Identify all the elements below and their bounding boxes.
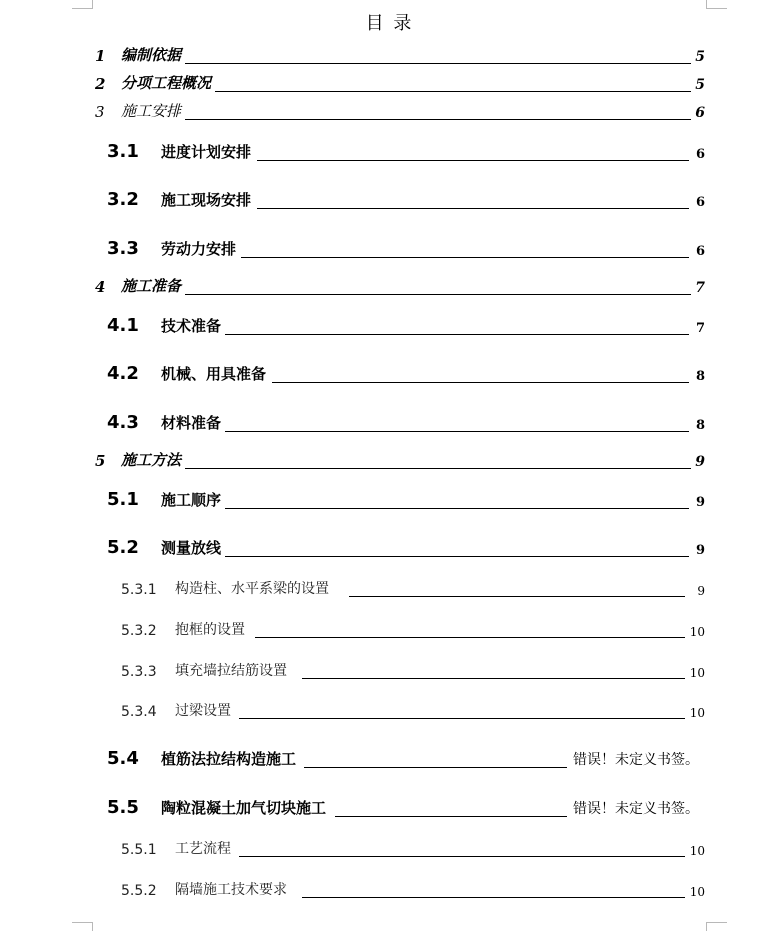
toc-label: 工艺流程: [175, 841, 231, 857]
toc-entry-5-1[interactable]: [0, 488, 779, 512]
toc-number: 3.2: [107, 189, 139, 210]
toc-entry-5[interactable]: [0, 448, 779, 472]
toc-page: 6: [695, 105, 705, 121]
toc-number: 5.3.4: [121, 704, 157, 720]
toc-number: 4.1: [107, 315, 139, 336]
toc-page-error: 错误！未定义书签。: [573, 752, 699, 768]
toc-number: 2: [95, 75, 106, 93]
toc-entry-5-4[interactable]: [0, 747, 779, 771]
toc-leader: [349, 596, 685, 597]
toc-page: 9: [695, 495, 705, 510]
toc-number: 5.5.2: [121, 883, 157, 899]
toc-entry-5-3-4[interactable]: [0, 698, 779, 722]
toc-leader: [257, 208, 689, 209]
toc-leader: [225, 556, 689, 557]
toc-number: 3: [95, 103, 105, 121]
toc-entry-3-1[interactable]: [0, 140, 779, 164]
toc-label: 填充墙拉结筋设置: [175, 663, 287, 679]
toc-number: 5.5.1: [121, 842, 157, 858]
toc-entry-3[interactable]: [0, 99, 779, 123]
toc-label: 劳动力安排: [161, 240, 237, 258]
toc-leader: [215, 91, 691, 92]
toc-number: 5.5: [107, 797, 139, 818]
toc-entry-5-3-3[interactable]: [0, 658, 779, 682]
toc-leader: [302, 897, 685, 898]
toc-label: 施工安排: [121, 102, 182, 120]
toc-label: 编制依据: [121, 46, 182, 64]
toc-leader: [335, 816, 567, 817]
toc-label: 陶粒混凝土加气切块施工: [161, 799, 327, 817]
toc-leader: [257, 160, 689, 161]
toc-entry-5-5[interactable]: [0, 796, 779, 820]
toc-leader: [185, 119, 691, 120]
toc-label: 植筋法拉结构造施工: [161, 750, 297, 768]
toc-leader: [225, 431, 689, 432]
toc-page: 10: [689, 844, 705, 858]
toc-label: 抱框的设置: [175, 622, 245, 638]
toc-page: 10: [689, 666, 705, 680]
toc-number: 5.3.2: [121, 623, 157, 639]
crop-mark-top-left: [72, 0, 93, 9]
toc-entry-4-2[interactable]: [0, 362, 779, 386]
toc-page: 6: [695, 195, 705, 210]
toc-number: 4: [95, 278, 106, 296]
toc-label: 材料准备: [161, 414, 222, 432]
toc-label: 施工现场安排: [161, 191, 252, 209]
toc-page: 9: [697, 584, 705, 598]
toc-number: 5.2: [107, 537, 139, 558]
toc-page: 7: [695, 321, 705, 336]
toc-entry-4[interactable]: [0, 274, 779, 298]
toc-number: 5.3.3: [121, 664, 157, 680]
crop-mark-top-right: [706, 0, 727, 9]
toc-page: 6: [695, 244, 705, 259]
toc-label: 技术准备: [161, 317, 222, 335]
toc-page: 5: [695, 77, 705, 93]
toc-label: 测量放线: [161, 539, 222, 557]
toc-label: 施工顺序: [161, 491, 222, 509]
toc-label: 施工方法: [121, 451, 182, 469]
toc-leader: [185, 63, 691, 64]
toc-page: 8: [695, 369, 705, 384]
toc-number: 5.4: [107, 748, 139, 769]
toc-leader: [185, 294, 691, 295]
toc-leader: [185, 468, 691, 469]
toc-entry-4-3[interactable]: [0, 411, 779, 435]
toc-leader: [239, 856, 685, 857]
toc-entry-3-3[interactable]: [0, 237, 779, 261]
toc-entry-5-5-1[interactable]: [0, 836, 779, 860]
toc-leader: [272, 382, 689, 383]
toc-leader: [255, 637, 685, 638]
toc-page-error: 错误！未定义书签。: [573, 801, 699, 817]
toc-leader: [239, 718, 685, 719]
toc-page: 9: [695, 454, 705, 470]
toc-label: 进度计划安排: [161, 143, 252, 161]
toc-leader: [241, 257, 689, 258]
toc-page: 9: [695, 543, 705, 558]
toc-page: 5: [695, 49, 705, 65]
toc-entry-5-3-2[interactable]: [0, 617, 779, 641]
toc-number: 5.1: [107, 489, 139, 510]
toc-number: 4.3: [107, 412, 139, 433]
toc-label: 施工准备: [121, 277, 182, 295]
toc-entry-3-2[interactable]: [0, 188, 779, 212]
toc-page: 10: [689, 625, 705, 639]
toc-number: 5: [95, 452, 106, 470]
toc-page: 10: [689, 885, 705, 899]
toc-leader: [225, 334, 689, 335]
toc-number: 3.1: [107, 141, 139, 162]
toc-entry-4-1[interactable]: [0, 314, 779, 338]
toc-label: 隔墙施工技术要求: [175, 882, 287, 898]
toc-label: 过梁设置: [175, 703, 231, 719]
toc-number: 1: [95, 47, 106, 65]
toc-entry-5-3-1[interactable]: [0, 576, 779, 600]
toc-entry-5-5-2[interactable]: [0, 877, 779, 901]
toc-number: 3.3: [107, 238, 139, 259]
toc-title: 目 录: [365, 13, 414, 34]
toc-page: 10: [689, 706, 705, 720]
toc-label: 构造柱、水平系梁的设置: [175, 581, 329, 597]
toc-label: 机械、用具准备: [161, 365, 267, 383]
toc-entry-5-2[interactable]: [0, 536, 779, 560]
toc-page: 6: [695, 147, 705, 162]
toc-page: 7: [695, 280, 705, 296]
toc-entry-1[interactable]: [0, 43, 779, 67]
toc-leader: [225, 508, 689, 509]
toc-number: 5.3.1: [121, 582, 157, 598]
toc-leader: [304, 767, 567, 768]
toc-number: 4.2: [107, 363, 139, 384]
toc-entry-2[interactable]: [0, 71, 779, 95]
toc-page: 8: [695, 418, 705, 433]
toc-label: 分项工程概况: [121, 74, 212, 92]
toc-leader: [302, 678, 685, 679]
